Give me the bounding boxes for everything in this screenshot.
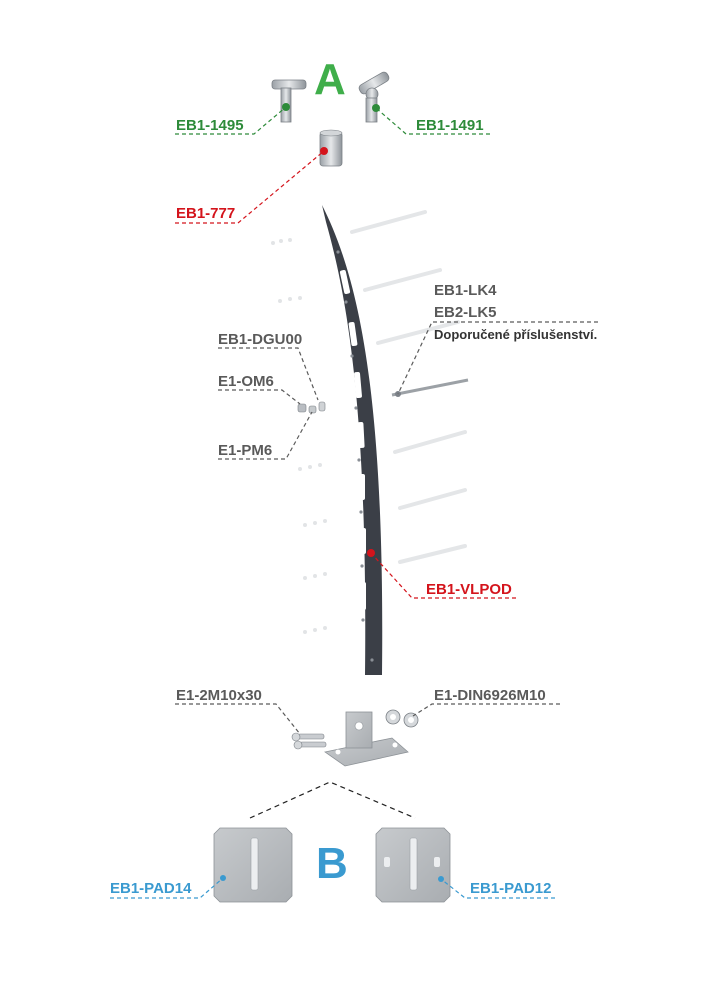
label-eb1-1491: EB1-1491 (416, 117, 484, 134)
eb1-1491-handrail-holder (358, 71, 391, 122)
label-e1-om6: E1-OM6 (218, 373, 274, 390)
label-eb1-pad12: EB1-PAD12 (470, 880, 552, 897)
leader-lines (110, 107, 598, 898)
label-e1-din6926m10: E1-DIN6926M10 (434, 687, 546, 704)
label-eb1-lk4: EB1-LK4 (434, 282, 497, 299)
label-eb1-777: EB1-777 (176, 205, 236, 222)
label-recommended-accessories: Doporučené příslušenství. (434, 327, 598, 342)
eb1-pad12-plate (376, 828, 450, 902)
label-eb2-lk5: EB2-LK5 (434, 304, 497, 321)
section-a-text: A (314, 55, 346, 104)
bolts-e1-2m10x30 (292, 733, 326, 749)
fixing-set-dgu00-om6-pm6 (298, 402, 325, 413)
label-e1-pm6: E1-PM6 (218, 442, 273, 459)
eb1-777-adapter (320, 130, 342, 166)
nuts-e1-din6926m10 (386, 710, 418, 727)
section-b-text: B (316, 839, 348, 888)
label-e1-2m10x30: E1-2M10x30 (176, 687, 262, 704)
section-a-letter (314, 55, 346, 104)
bracket-to-pads-lines (250, 782, 415, 818)
eb1-1495-handrail-holder (272, 80, 306, 122)
label-eb1-pad14: EB1-PAD14 (110, 880, 192, 897)
eb1-vlpod-post (322, 205, 382, 675)
label-eb1-1495: EB1-1495 (176, 117, 244, 134)
section-b-letter (316, 839, 348, 888)
eb1-pad14-plate (214, 828, 292, 902)
label-eb1-vlpod: EB1-VLPOD (426, 581, 512, 598)
label-eb1-dgu00: EB1-DGU00 (218, 331, 303, 348)
